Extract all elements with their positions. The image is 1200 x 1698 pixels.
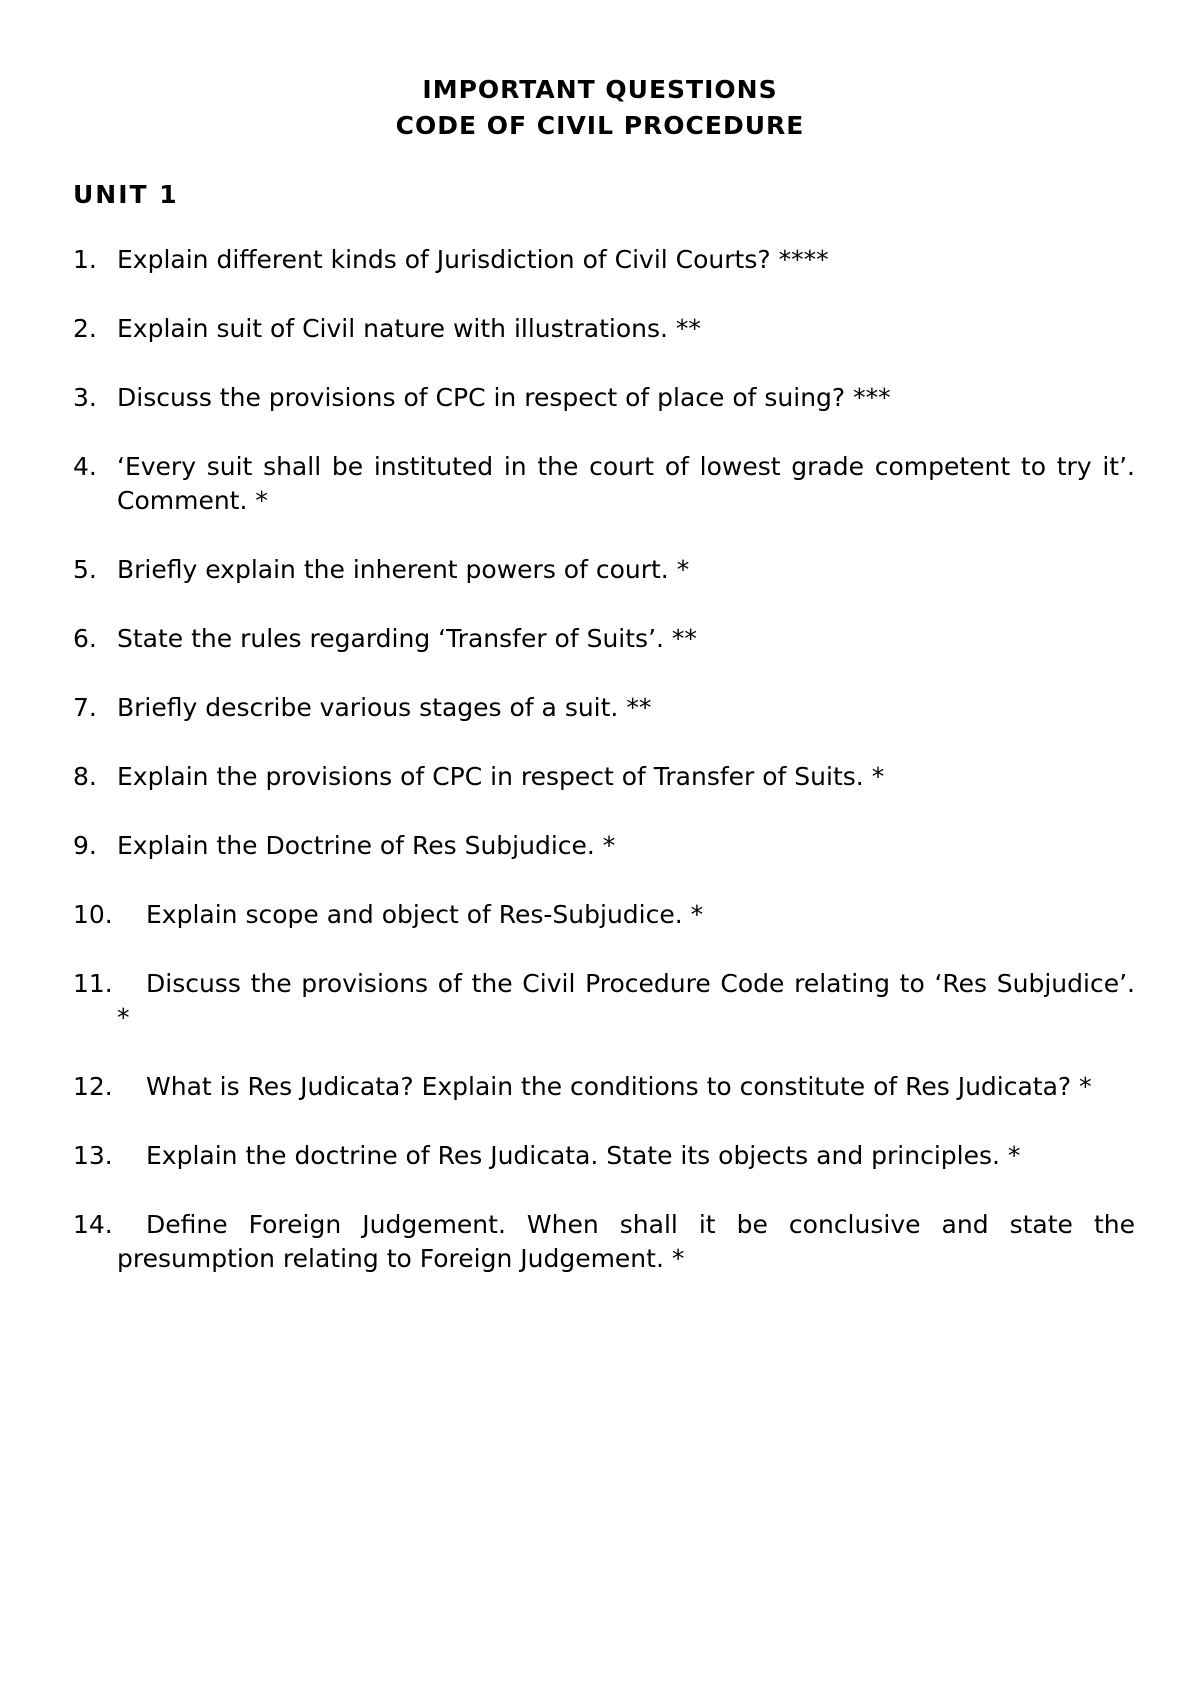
question-text: Explain the doctrine of Res Judicata. State its objects and principles. * [146, 1141, 1021, 1170]
question-item [73, 1139, 1135, 1173]
question-item [73, 622, 1135, 656]
question-text: Explain the Doctrine of Res Subjudice. * [117, 831, 616, 860]
question-text: State the rules regarding ‘Transfer of Suits’. ** [117, 624, 697, 653]
question-item [73, 243, 1135, 277]
question-item [73, 898, 1135, 932]
document-title: IMPORTANT QUESTIONS [422, 75, 778, 104]
question-item [73, 450, 1135, 518]
question-text: Briefly describe various stages of a suit. ** [117, 693, 652, 722]
question-list [73, 243, 1135, 1311]
question-item [73, 1208, 1135, 1276]
question-text: Define Foreign Judgement. When shall it be conclusive and state the presumption relating to Foreign Judgement. * [117, 1210, 1135, 1273]
question-number: 2. [73, 314, 97, 343]
question-number: 5. [73, 555, 97, 584]
question-item [73, 312, 1135, 346]
question-text: What is Res Judicata? Explain the conditions to constitute of Res Judicata? * [146, 1072, 1092, 1101]
question-item [73, 967, 1135, 1035]
question-item [73, 553, 1135, 587]
question-number: 10. [73, 900, 113, 929]
question-item [73, 829, 1135, 863]
question-number: 6. [73, 624, 97, 653]
question-text: Briefly explain the inherent powers of court. * [117, 555, 690, 584]
question-number: 12. [73, 1072, 113, 1101]
question-number: 9. [73, 831, 97, 860]
question-text: Explain scope and object of Res-Subjudice. * [146, 900, 704, 929]
document-subtitle: CODE OF CIVIL PROCEDURE [395, 111, 805, 140]
question-item [73, 760, 1135, 794]
question-number: 3. [73, 383, 97, 412]
question-item [73, 381, 1135, 415]
question-text: ‘Every suit shall be instituted in the court of lowest grade competent to try it’. Comment. * [117, 452, 1135, 515]
question-number: 4. [73, 452, 97, 481]
question-number: 11. [73, 969, 113, 998]
question-number: 1. [73, 245, 97, 274]
question-item [73, 1070, 1135, 1104]
question-text: Explain different kinds of Jurisdiction of Civil Courts? **** [117, 245, 829, 274]
question-number: 14. [73, 1210, 113, 1239]
question-text: Discuss the provisions of the Civil Procedure Code relating to ‘Res Subjudice’. * [117, 969, 1135, 1032]
question-number: 13. [73, 1141, 113, 1170]
unit-heading: UNIT 1 [73, 180, 179, 209]
question-number: 8. [73, 762, 97, 791]
question-text: Discuss the provisions of CPC in respect of place of suing? *** [117, 383, 891, 412]
question-item [73, 691, 1135, 725]
question-number: 7. [73, 693, 97, 722]
question-text: Explain the provisions of CPC in respect of Transfer of Suits. * [117, 762, 885, 791]
title-block [0, 72, 1200, 144]
question-text: Explain suit of Civil nature with illustrations. ** [117, 314, 701, 343]
